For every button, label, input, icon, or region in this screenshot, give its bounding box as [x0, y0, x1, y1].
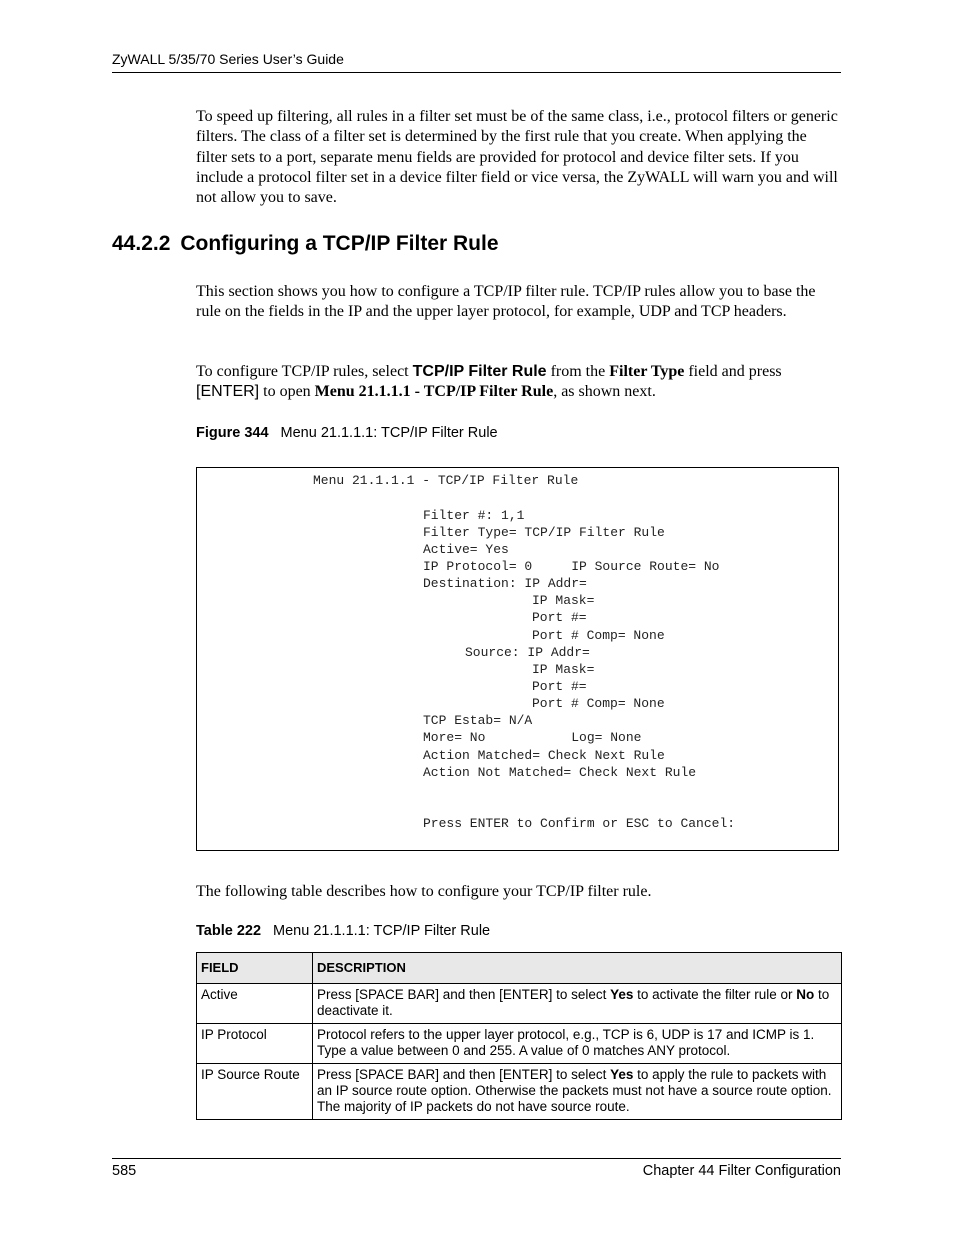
filter-type-term: Filter Type [609, 363, 685, 380]
table-row [197, 1024, 842, 1064]
table-row [197, 984, 842, 1024]
table-intro: The following table describes how to configure your TCP/IP filter rule. [196, 883, 652, 900]
screen-line: Filter Type= TCP/IP Filter Rule [423, 525, 665, 540]
description-cell: Press [SPACE BAR] and then [ENTER] to select Yes to apply the rule to packets with an IP source route option. Otherwise the packets must not have a source route option. The majority of IP packets do not have source route. [313, 1064, 842, 1120]
table-row [197, 1064, 842, 1120]
description-cell: Press [SPACE BAR] and then [ENTER] to select Yes to activate the filter rule or No to deactivate it. [313, 984, 842, 1024]
field-description-table [196, 952, 842, 1120]
figure-label: Figure 344 [196, 425, 269, 441]
table-caption [196, 923, 490, 939]
screen-line: Destination: IP Addr= [423, 576, 587, 591]
screen-line: IP Protocol= 0 IP Source Route= No [423, 559, 720, 574]
screen-line: Port # Comp= None [532, 628, 665, 643]
table-title: Menu 21.1.1.1: TCP/IP Filter Rule [273, 923, 491, 939]
field-cell: IP Protocol [197, 1024, 313, 1064]
screen-line: Filter #: 1,1 [423, 508, 525, 523]
screen-prompt: Press ENTER to Confirm or ESC to Cancel: [423, 816, 736, 831]
guide-title: ZyWALL 5/35/70 Series User’s Guide [112, 51, 344, 67]
screen-line: Port #= [532, 679, 587, 694]
header-description: DESCRIPTION [313, 953, 842, 984]
terminal-screen [196, 467, 839, 851]
table-label: Table 222 [196, 923, 262, 939]
screen-line: More= No Log= None [423, 730, 642, 745]
screen-line: Source: IP Addr= [465, 645, 590, 660]
description-cell: Protocol refers to the upper layer protocol, e.g., TCP is 6, UDP is 17 and ICMP is 1. Type a value between 0 and 255. A value of 0 matches ANY protocol. [313, 1024, 842, 1064]
intro-paragraph: To speed up filtering, all rules in a filter set must be of the same class, i.e., protocol filters or generic filters. The class of a filter set is determined by the first rule that you create. When applying the filter sets to a port, separate menu fields are provided for protocol and device filter sets. If you include a protocol filter set in a device filter field or vice versa, the ZyWALL will warn you and will not allow you to save. [196, 108, 838, 207]
filter-rule-term: TCP/IP Filter Rule [412, 363, 547, 380]
running-header [112, 51, 841, 73]
figure-caption [196, 425, 498, 441]
enter-key: [ENTER] [196, 383, 260, 401]
screen-line: TCP Estab= N/A [423, 713, 533, 728]
page-number: 585 [112, 1163, 137, 1179]
screen-line: Action Not Matched= Check Next Rule [423, 765, 697, 780]
screen-line: Action Matched= Check Next Rule [423, 748, 665, 763]
section-heading [112, 232, 499, 256]
screen-line: IP Mask= [532, 593, 595, 608]
field-cell: Active [197, 984, 313, 1024]
table-header-row [197, 953, 842, 984]
chapter-title: Chapter 44 Filter Configuration [642, 1163, 841, 1179]
field-cell: IP Source Route [197, 1064, 313, 1120]
menu-name-term: Menu 21.1.1.1 - TCP/IP Filter Rule [314, 383, 554, 401]
figure-title: Menu 21.1.1.1: TCP/IP Filter Rule [280, 425, 498, 441]
screen-line: IP Mask= [532, 662, 595, 677]
page-footer [112, 1158, 841, 1179]
screen-line: Active= Yes [423, 542, 509, 557]
section-number: 44.2.2 [112, 232, 171, 255]
screen-line: Port # Comp= None [532, 696, 665, 711]
screen-title: Menu 21.1.1.1 - TCP/IP Filter Rule [313, 473, 579, 488]
header-field: FIELD [197, 953, 313, 984]
section-paragraph: This section shows you how to configure a TCP/IP filter rule. TCP/IP rules allow you to base the rule on the fields in the IP and the upper layer protocol, for example, UDP and TCP headers. [196, 283, 816, 321]
config-paragraph: To configure TCP/IP rules, select TCP/IP Filter Rule from the Filter Type field and press [ENTER] to open Menu 21.1.1.1 - TCP/IP Filter Rule, as shown next. [196, 363, 782, 401]
section-title: Configuring a TCP/IP Filter Rule [180, 232, 499, 255]
screen-line: Port #= [532, 610, 587, 625]
